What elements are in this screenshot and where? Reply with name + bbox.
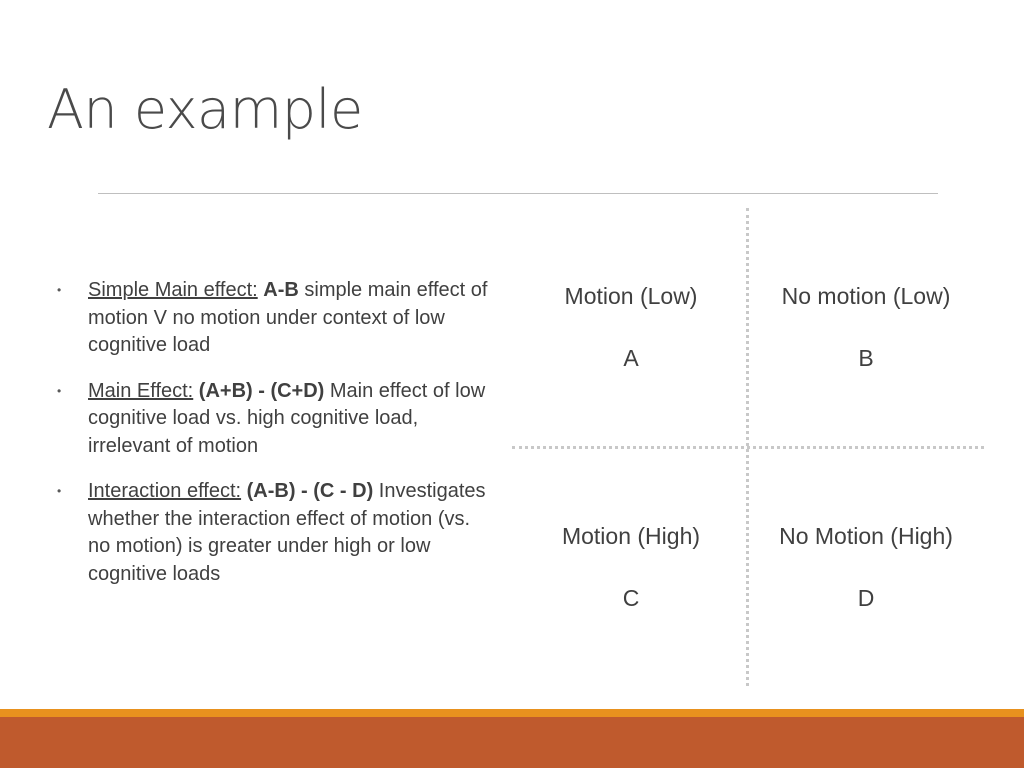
cell-top-right-heading: No motion (Low) [781,283,951,309]
bullet-dot: • [57,484,62,498]
bullet-text: simple main effect of motion V no motion under context of low cognitive load [88,279,488,356]
cell-bottom-right-letter: D [857,585,875,611]
footer-accent-line [0,709,1024,717]
bullet-text: Investigates whether the interaction effect of motion (vs. no motion) is greater under high or low cognitive loads [88,480,486,585]
bullet-simple-main-effect [55,277,495,360]
cell-top-left-letter: A [623,345,639,371]
cell-bottom-right-heading: No Motion (High) [779,523,953,549]
bullet-formula: (A+B) - (C+D) [198,379,325,402]
bullet-dot: • [57,283,62,297]
bullet-text: Main effect of low cognitive load vs. high cognitive load, irrelevant of motion [88,379,486,457]
bullet-label: Main Effect: [88,379,194,402]
grid-horizontal-divider [512,446,984,449]
cell-bottom-left-heading: Motion (High) [561,523,701,549]
bullet-dot: • [57,383,62,398]
title-divider [98,193,938,194]
footer-bar [0,717,1024,768]
bullet-main-effect [55,378,495,461]
bullet-interaction-effect [55,478,495,588]
bullet-list [55,277,495,606]
slide-title: An example [47,78,363,141]
cell-top-right-letter: B [858,345,874,371]
cell-bottom-left-letter: C [622,585,640,611]
bullet-label: Interaction effect: [88,480,242,502]
bullet-formula: (A-B) - (C - D) [246,480,374,502]
bullet-formula: A-B [263,279,299,301]
cell-top-left-heading: Motion (Low) [564,283,698,309]
bullet-label: Simple Main effect: [88,279,258,301]
